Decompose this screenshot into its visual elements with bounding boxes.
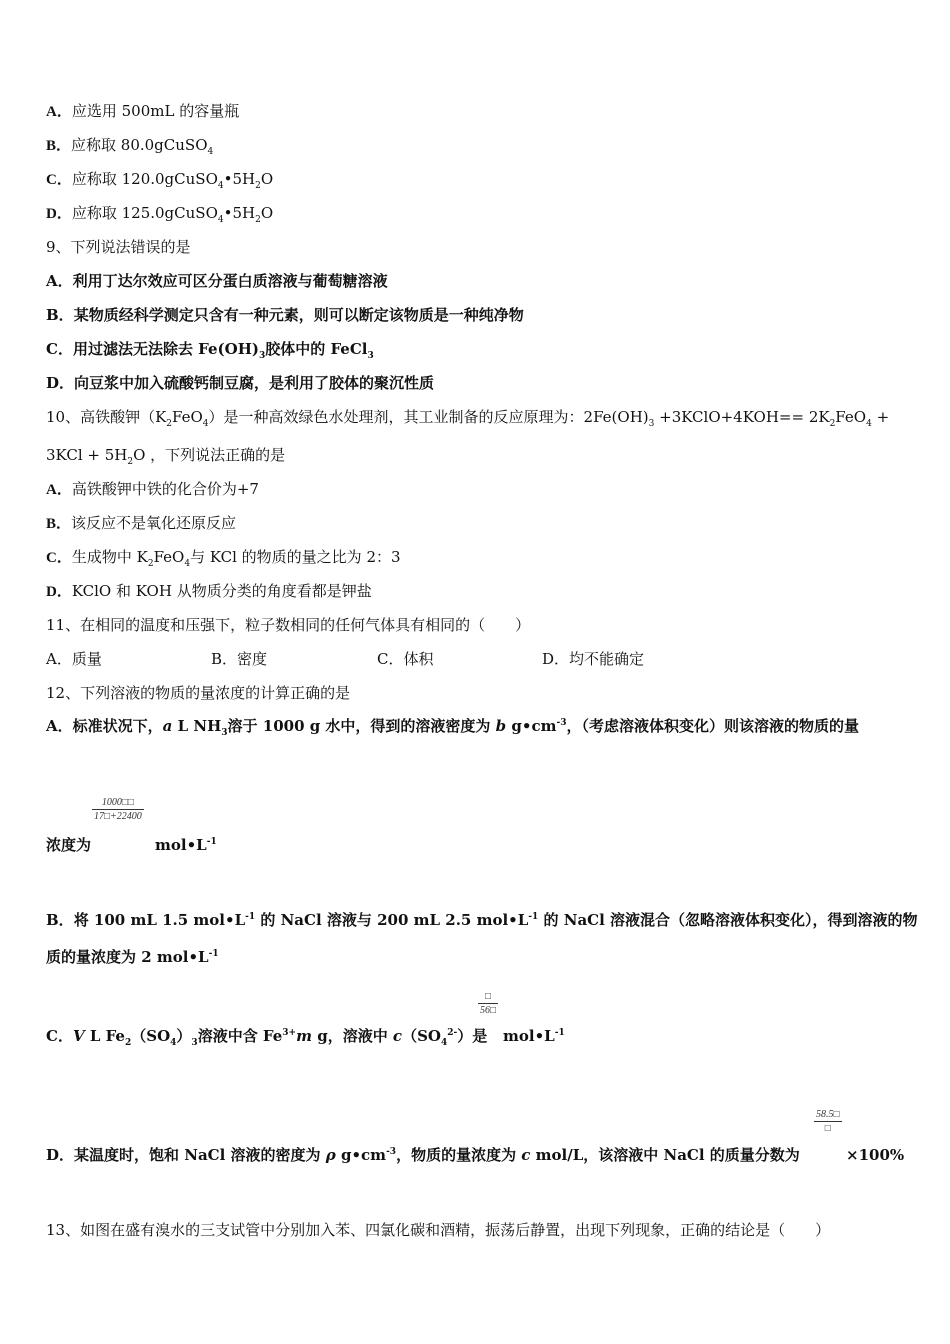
q10-stem-line2: $3KCl + 5H_2O$ ，下列说法正确的是 xyxy=(46,446,286,467)
q11-stem: 11、在相同的温度和压强下，粒子数相同的任何气体具有相同的（ ） xyxy=(46,616,531,634)
q8-option-c: C．应称取 $120.0gCuSO_4•5H_2O$ xyxy=(46,170,274,191)
q12-option-a-line1: A．标准状况下，a L $NH_3$溶于 1000 g 水中，得到的溶液密度为 b $g•cm^{-3}$，（考虑溶液体积变化）则该溶液的物质的量 xyxy=(46,717,859,738)
q12-option-c-fraction: □ 56□ xyxy=(480,991,497,1016)
q12-option-c: C．V L $Fe_2(SO_4)_3$溶液中含 $Fe^{3+}m$ g，溶液中 $c(SO_4^{2-})$是 xyxy=(46,1027,488,1048)
q10-option-d: D．KClO 和 KOH 从物质分类的角度看都是钾盐 xyxy=(46,582,372,600)
q11-option-d: D．均不能确定 xyxy=(542,650,645,668)
q13-stem: 13、如图在盛有溴水的三支试管中分别加入苯、四氯化碳和酒精，振荡后静置，出现下列现象，正确的结论是（ ） xyxy=(46,1221,831,1239)
q9-option-a: A．利用丁达尔效应可区分蛋白质溶液与葡萄糖溶液 xyxy=(46,272,388,290)
q12-option-a-line2: 浓度为 xyxy=(46,836,92,854)
q8-option-d: D．应称取 $125.0gCuSO_4•5H_2O$ xyxy=(46,204,274,225)
q12-option-d: D．某温度时，饱和 NaCl 溶液的密度为 ρ $g•cm^{-3}$，物质的量浓度为 c mol/L，该溶液中 NaCl 的质量分数为 xyxy=(46,1146,800,1164)
q12-option-d-fraction: 58.5□ □ xyxy=(816,1109,840,1134)
q11-option-a: A．质量 xyxy=(46,650,102,668)
q12-option-d-percent: ×100% xyxy=(846,1146,905,1164)
q10-stem-line1: 10、高铁酸钾$(K_2FeO_4)$是一种高效绿色水处理剂，其工业制备的反应原理为：$2Fe(OH)_3$ +3KClO+4KOH== $2K_2FeO_4$ + xyxy=(46,408,890,429)
q8-option-a: A．应选用 500mL 的容量瓶 xyxy=(46,102,240,120)
q12-option-a-unit: $mol•L^{-1}$ xyxy=(155,836,217,854)
q9-option-b: B．某物质经科学测定只含有一种元素，则可以断定该物质是一种纯净物 xyxy=(46,306,524,324)
q11-option-c: C．体积 xyxy=(377,650,434,668)
q10-option-b: B．该反应不是氧化还原反应 xyxy=(46,514,237,532)
q12-option-b-line2: 质的量浓度为 2 $mol•L^{-1}$ xyxy=(46,948,219,966)
q10-option-c: C．生成物中 $K_2FeO_4$与 KCl 的物质的量之比为 2：3 xyxy=(46,548,401,569)
q12-stem: 12、下列溶液的物质的量浓度的计算正确的是 xyxy=(46,684,351,702)
q9-stem: 9、下列说法错误的是 xyxy=(46,238,191,256)
q12-option-a-fraction: $\frac{1000□□}{17□+22400}$ xyxy=(94,797,142,822)
q12-option-b-line1: B．将 100 mL 1.5 $mol•L^{-1}$ 的 NaCl 溶液与 200 mL 2.5 $mol•L^{-1}$ 的 NaCl 溶液混合（忽略溶液体积变化），得到溶液的物 xyxy=(46,911,918,929)
q9-option-d: D．向豆浆中加入硫酸钙制豆腐，是利用了胶体的聚沉性质 xyxy=(46,374,435,392)
q9-option-c: C．用过滤法无法除去 $Fe(OH)_3$胶体中的 FeCl$_3$ xyxy=(46,340,374,361)
q8-option-b: B．应称取 80.0gCuSO$_4$ xyxy=(46,136,214,157)
q10-option-a: A．高铁酸钾中铁的化合价为+7 xyxy=(46,480,259,498)
q11-option-b: B．密度 xyxy=(211,650,268,668)
q12-option-c-unit: $mol•L^{-1}$ xyxy=(503,1027,565,1045)
